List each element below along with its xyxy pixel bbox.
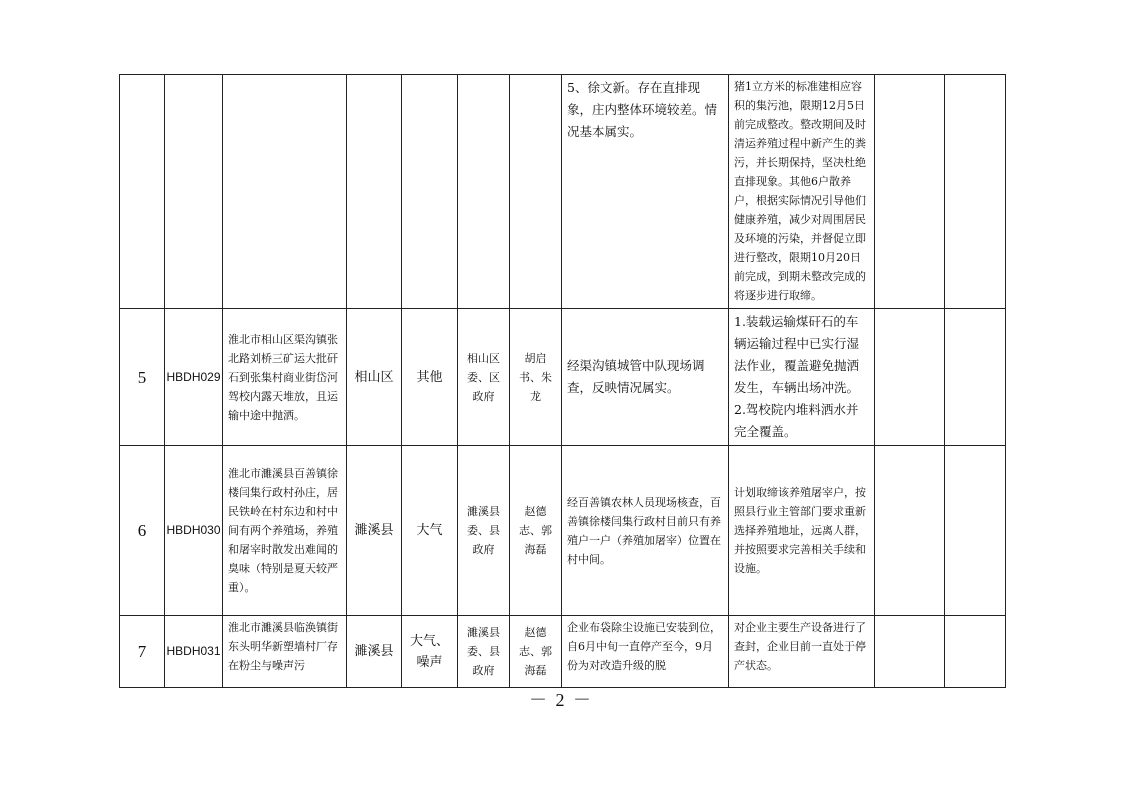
investigation-text: 企业布袋除尘设施已安装到位，自6月中旬一直停产至今，9月份为对改造升级的脱 bbox=[567, 621, 721, 672]
responsible-person-text: 胡启书、朱龙 bbox=[519, 351, 552, 403]
cell-no bbox=[120, 75, 165, 309]
investigation-text: 经渠沟镇城管中队现场调查，反映情况属实。 bbox=[567, 358, 705, 395]
description-text: 淮北市相山区渠沟镇张北路刘桥三矿运大批矸石到张集村商业街岱河驾校内露天堆放，且运输中途中抛洒。 bbox=[228, 332, 338, 422]
district: 濉溪县 bbox=[347, 446, 402, 616]
case-code: HBDH030 bbox=[165, 446, 223, 616]
cell-investigation bbox=[562, 309, 729, 446]
district: 相山区 bbox=[347, 309, 402, 446]
table-row bbox=[120, 309, 1006, 446]
district: 濉溪县 bbox=[347, 616, 402, 688]
cell-investigation bbox=[562, 616, 729, 688]
rectification-text: 计划取缔该养殖屠宰户，按照县行业主管部门要求重新选择养殖地址，远离人群，并按照要求完善相关手续和设施。 bbox=[734, 486, 866, 575]
cell-district bbox=[347, 75, 402, 309]
responsible-unit-text: 濉溪县委、县政府 bbox=[467, 626, 500, 677]
document-table bbox=[119, 74, 1005, 678]
cell-code bbox=[165, 75, 223, 309]
cell-description bbox=[223, 446, 347, 616]
responsible-person bbox=[510, 616, 562, 688]
row-number: 7 bbox=[120, 616, 165, 688]
pollution-type-text: 大气、噪声 bbox=[409, 633, 449, 670]
cell-extra-2 bbox=[945, 309, 1006, 446]
table-row bbox=[120, 446, 1006, 616]
responsible-unit bbox=[458, 309, 510, 446]
row-number: 5 bbox=[120, 309, 165, 446]
table-row bbox=[120, 616, 1006, 688]
cell-rectification bbox=[729, 75, 875, 309]
responsible-unit-text: 濉溪县委、县政府 bbox=[467, 505, 500, 556]
rectification-text: 猪1立方米的标准建相应容积的集污池，限期12月5日前完成整改。整改期间及时清运养殖过程中新产生的粪污，并长期保持，坚决杜绝直排现象。其他6户散养户，根据实际情况引导他们健康养殖，减少对周围居民及环境的污染，并督促立即进行整改，限期10月20日前完成，到期未整改完成的将逐步进行取缔。 bbox=[734, 80, 866, 302]
responsible-person bbox=[510, 446, 562, 616]
responsible-person bbox=[510, 309, 562, 446]
case-code: HBDH029 bbox=[165, 309, 223, 446]
description-text: 淮北市濉溪县临涣镇街东头明华新塑墙村厂存在粉尘与噪声污 bbox=[228, 621, 338, 672]
description-text: 淮北市濉溪县百善镇徐楼闫集行政村孙庄，居民铁岭在村东边和村中间有两个养殖场，养殖和屠宰时散发出难闻的臭味（特别是夏天较严重）。 bbox=[228, 467, 338, 594]
cell-extra-1 bbox=[875, 446, 945, 616]
responsible-unit-text: 相山区委、区政府 bbox=[467, 351, 500, 403]
pollution-type bbox=[402, 616, 458, 688]
cell-description bbox=[223, 309, 347, 446]
cell-extra-2 bbox=[945, 75, 1006, 309]
page-number: － 2 － bbox=[529, 690, 593, 710]
investigation-text: 经百善镇农林人员现场核查，百善镇徐楼闫集行政村目前只有养殖户一户（养殖加屠宰）位置在村中间。 bbox=[567, 495, 721, 566]
cell-rectification bbox=[729, 616, 875, 688]
cell-person bbox=[510, 75, 562, 309]
cell-description bbox=[223, 616, 347, 688]
investigation-text: 5、徐文新。存在直排现象，庄内整体环境较差。情况基本属实。 bbox=[567, 80, 718, 139]
pollution-type: 其他 bbox=[402, 309, 458, 446]
row-number: 6 bbox=[120, 446, 165, 616]
case-code: HBDH031 bbox=[165, 616, 223, 688]
cell-description bbox=[223, 75, 347, 309]
cell-rectification bbox=[729, 446, 875, 616]
table-row-continued bbox=[120, 75, 1006, 309]
responsible-person-text: 赵德志、郭海磊 bbox=[519, 626, 552, 677]
cell-investigation bbox=[562, 75, 729, 309]
cell-rectification bbox=[729, 309, 875, 446]
cell-type bbox=[402, 75, 458, 309]
cell-extra-1 bbox=[875, 75, 945, 309]
cell-extra-2 bbox=[945, 446, 1006, 616]
responsible-unit bbox=[458, 616, 510, 688]
rectification-text: 1.装载运输煤矸石的车辆运输过程中已实行湿法作业，覆盖避免抛洒发生，车辆出场冲洗。 2.驾校院内堆料洒水并完全覆盖。 bbox=[734, 314, 860, 439]
cell-extra-1 bbox=[875, 616, 945, 688]
pollution-type: 大气 bbox=[402, 446, 458, 616]
cell-investigation bbox=[562, 446, 729, 616]
rectification-text: 对企业主要生产设备进行了查封，企业目前一直处于停产状态。 bbox=[734, 621, 866, 672]
cell-extra-2 bbox=[945, 616, 1006, 688]
cell-unit bbox=[458, 75, 510, 309]
cell-extra-1 bbox=[875, 309, 945, 446]
responsible-unit bbox=[458, 446, 510, 616]
responsible-person-text: 赵德志、郭海磊 bbox=[519, 505, 552, 556]
